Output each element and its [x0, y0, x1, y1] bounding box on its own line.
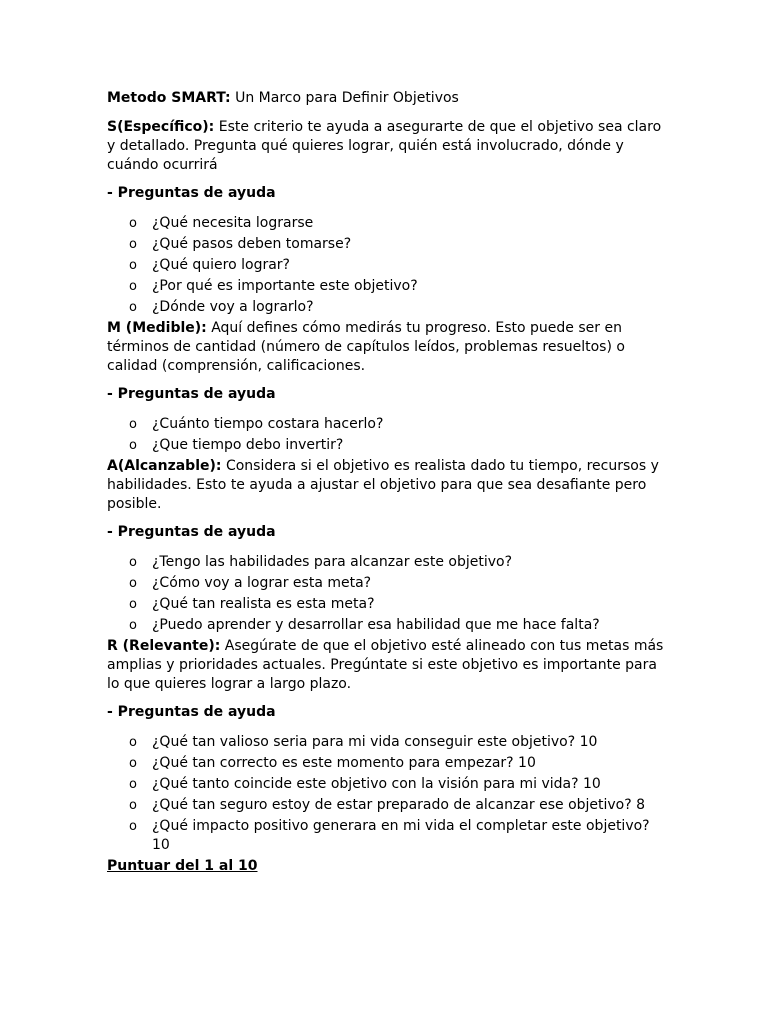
section-label: M (Medible):	[107, 320, 207, 336]
question-item	[107, 256, 667, 275]
section-label: S(Específico):	[107, 119, 215, 135]
question-list	[107, 553, 667, 635]
question-item	[107, 817, 667, 855]
bullet-marker: o	[129, 300, 137, 315]
question-text: ¿Cómo voy a lograr esta meta?	[152, 575, 372, 591]
section-relevant	[107, 637, 667, 694]
question-item	[107, 574, 667, 593]
bullet-marker: o	[129, 618, 137, 633]
section-label: R (Relevante):	[107, 638, 221, 654]
question-text: ¿Qué tan seguro estoy de estar preparado de alcanzar ese objetivo? 8	[152, 797, 646, 813]
question-item	[107, 733, 667, 752]
question-text: ¿Qué quiero lograr?	[152, 257, 290, 273]
bullet-marker: o	[129, 819, 137, 834]
bullet-marker: o	[129, 576, 137, 591]
section-label: A(Alcanzable):	[107, 458, 222, 474]
bullet-marker: o	[129, 597, 137, 612]
question-text: ¿Qué tan correcto es este momento para empezar? 10	[152, 755, 536, 771]
question-text: ¿Dónde voy a lograrlo?	[152, 299, 314, 315]
bullet-marker: o	[129, 438, 137, 453]
question-text: ¿Qué tanto coincide este objetivo con la visión para mi vida? 10	[152, 776, 601, 792]
document-page	[107, 89, 667, 876]
bullet-marker: o	[129, 258, 137, 273]
question-list	[107, 733, 667, 855]
section-text: Considera si el objetivo es realista dado tu tiempo, recursos y habilidades. Esto te ayuda a ajustar el objetivo para que sea desafiante pero posible.	[107, 458, 659, 512]
bullet-marker: o	[129, 735, 137, 750]
bullet-marker: o	[129, 417, 137, 432]
title-bold: Metodo SMART:	[107, 90, 231, 106]
question-text: ¿Qué tan realista es esta meta?	[152, 596, 375, 612]
question-text: ¿Qué pasos deben tomarse?	[152, 236, 352, 252]
section-measurable	[107, 319, 667, 376]
question-text: ¿Tengo las habilidades para alcanzar este objetivo?	[152, 554, 513, 570]
footer-scoring-note: Puntuar del 1 al 10	[107, 858, 258, 874]
title-rest: Un Marco para Definir Objetivos	[230, 90, 459, 106]
section-text: Asegúrate de que el objetivo esté alineado con tus metas más amplias y prioridades actuales. Pregúntate si este objetivo es importante para lo que quieres lograr a largo plazo.	[107, 638, 664, 692]
question-item	[107, 595, 667, 614]
bullet-marker: o	[129, 798, 137, 813]
question-text: ¿Qué impacto positivo generara en mi vida el completar este objetivo? 10	[152, 818, 650, 853]
bullet-marker: o	[129, 237, 137, 252]
question-text: ¿Cuánto tiempo costara hacerlo?	[152, 416, 384, 432]
question-item	[107, 235, 667, 254]
question-list	[107, 214, 667, 317]
question-item	[107, 415, 667, 434]
bullet-marker: o	[129, 555, 137, 570]
question-list	[107, 415, 667, 455]
question-item	[107, 616, 667, 635]
bullet-marker: o	[129, 216, 137, 231]
document-title	[107, 89, 667, 108]
help-heading: - Preguntas de ayuda	[107, 386, 276, 402]
question-text: ¿Qué necesita lograrse	[152, 215, 314, 231]
help-heading: - Preguntas de ayuda	[107, 185, 276, 201]
question-text: ¿Puedo aprender y desarrollar esa habilidad que me hace falta?	[152, 617, 600, 633]
question-item	[107, 277, 667, 296]
question-text: ¿Qué tan valioso seria para mi vida conseguir este objetivo? 10	[152, 734, 598, 750]
section-achievable	[107, 457, 667, 514]
section-text: Aquí defines cómo medirás tu progreso. Esto puede ser en términos de cantidad (número de capítulos leídos, problemas resueltos) o calidad (comprensión, calificaciones.	[107, 320, 625, 374]
bullet-marker: o	[129, 777, 137, 792]
bullet-marker: o	[129, 279, 137, 294]
bullet-marker: o	[129, 756, 137, 771]
section-specific	[107, 118, 667, 175]
question-text: ¿Que tiempo debo invertir?	[152, 437, 344, 453]
help-heading: - Preguntas de ayuda	[107, 704, 276, 720]
help-heading: - Preguntas de ayuda	[107, 524, 276, 540]
question-text: ¿Por qué es importante este objetivo?	[152, 278, 418, 294]
question-item	[107, 214, 667, 233]
question-item	[107, 298, 667, 317]
question-item	[107, 553, 667, 572]
question-item	[107, 754, 667, 773]
question-item	[107, 775, 667, 794]
section-text: Este criterio te ayuda a asegurarte de que el objetivo sea claro y detallado. Pregunta qué quieres lograr, quién está involucrado, dónde y cuándo ocurrirá	[107, 119, 662, 173]
question-item	[107, 436, 667, 455]
question-item	[107, 796, 667, 815]
